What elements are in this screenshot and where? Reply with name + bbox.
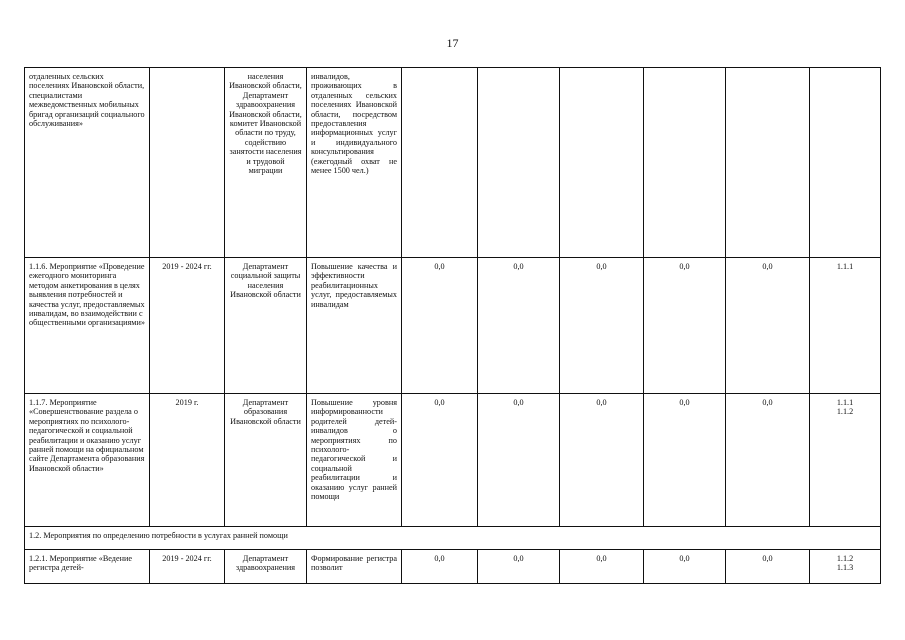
value-cell bbox=[560, 68, 644, 258]
executor-cell: Департамент образования Ивановской области bbox=[225, 394, 307, 527]
value-cell bbox=[478, 68, 560, 258]
value-cell: 0,0 bbox=[644, 550, 726, 584]
measure-name-cell: 1.2.1. Мероприятие «Ведение регистра детей- bbox=[25, 550, 150, 584]
value-cell: 0,0 bbox=[402, 258, 478, 394]
value-cell: 0,0 bbox=[402, 394, 478, 527]
term-cell: 2019 - 2024 гг. bbox=[150, 550, 225, 584]
indicator-link-cell bbox=[810, 68, 881, 258]
measure-name-cell: 1.1.6. Мероприятие «Проведение ежегодного мониторинга методом анкетирования в целях выявления потребностей и качества услуг, предоставляемых инвалидам, во взаимодействии с общественными организациями» bbox=[25, 258, 150, 394]
table-row bbox=[25, 394, 881, 527]
value-cell: 0,0 bbox=[478, 258, 560, 394]
indicator-link-cell: 1.1.1 bbox=[810, 258, 881, 394]
value-cell bbox=[402, 68, 478, 258]
result-cell: Повышение качества и эффективности реабилитационных услуг, предоставляемых инвалидам bbox=[307, 258, 402, 394]
executor-cell: Департамент социальной защиты населения Ивановской области bbox=[225, 258, 307, 394]
term-cell bbox=[150, 68, 225, 258]
value-cell: 0,0 bbox=[726, 394, 810, 527]
table-row bbox=[25, 68, 881, 258]
value-cell: 0,0 bbox=[644, 394, 726, 527]
value-cell: 0,0 bbox=[560, 394, 644, 527]
value-cell: 0,0 bbox=[560, 258, 644, 394]
value-cell: 0,0 bbox=[726, 550, 810, 584]
page-number: 17 bbox=[446, 36, 459, 50]
indicator-link-cell: 1.1.2 1.1.3 bbox=[810, 550, 881, 584]
value-cell: 0,0 bbox=[560, 550, 644, 584]
section-title: 1.2. Мероприятия по определению потребности в услугах ранней помощи bbox=[25, 527, 881, 550]
value-cell: 0,0 bbox=[478, 550, 560, 584]
table-row bbox=[25, 258, 881, 394]
table-row bbox=[25, 550, 881, 584]
executor-cell: населения Ивановской области, Департамент здравоохранения Ивановской области, комитет Ивановской области по труду, содействию занятости населения и трудовой миграции bbox=[225, 68, 307, 258]
value-cell: 0,0 bbox=[478, 394, 560, 527]
result-cell: Повышение уровня информированности родителей детей-инвалидов о мероприятиях по психолого-педагогической и социальной реабилитации и оказанию услуг ранней помощи bbox=[307, 394, 402, 527]
result-cell: Формирование регистра позволит bbox=[307, 550, 402, 584]
measure-name-cell: отдаленных сельских поселениях Ивановской области, специалистами межведомственных мобильных бригад организаций социального обслуживания» bbox=[25, 68, 150, 258]
term-cell: 2019 г. bbox=[150, 394, 225, 527]
term-cell: 2019 - 2024 гг. bbox=[150, 258, 225, 394]
value-cell: 0,0 bbox=[726, 258, 810, 394]
section-row bbox=[25, 527, 881, 550]
value-cell bbox=[726, 68, 810, 258]
executor-cell: Департамент здравоохранения bbox=[225, 550, 307, 584]
indicator-link-cell: 1.1.1 1.1.2 bbox=[810, 394, 881, 527]
measures-table bbox=[24, 67, 881, 584]
result-cell: инвалидов, проживающих в отдаленных сельских поселениях Ивановской области, посредством предоставления информационных услуг и индивидуального консультирования (ежегодный охват не менее 1500 чел.) bbox=[307, 68, 402, 258]
value-cell: 0,0 bbox=[402, 550, 478, 584]
measure-name-cell: 1.1.7. Мероприятие «Совершенствование раздела о мероприятиях по психолого-педагогической и социальной реабилитации и оказанию услуг ранней помощи на официальном сайте Департамента образования Ивановской области» bbox=[25, 394, 150, 527]
value-cell bbox=[644, 68, 726, 258]
value-cell: 0,0 bbox=[644, 258, 726, 394]
